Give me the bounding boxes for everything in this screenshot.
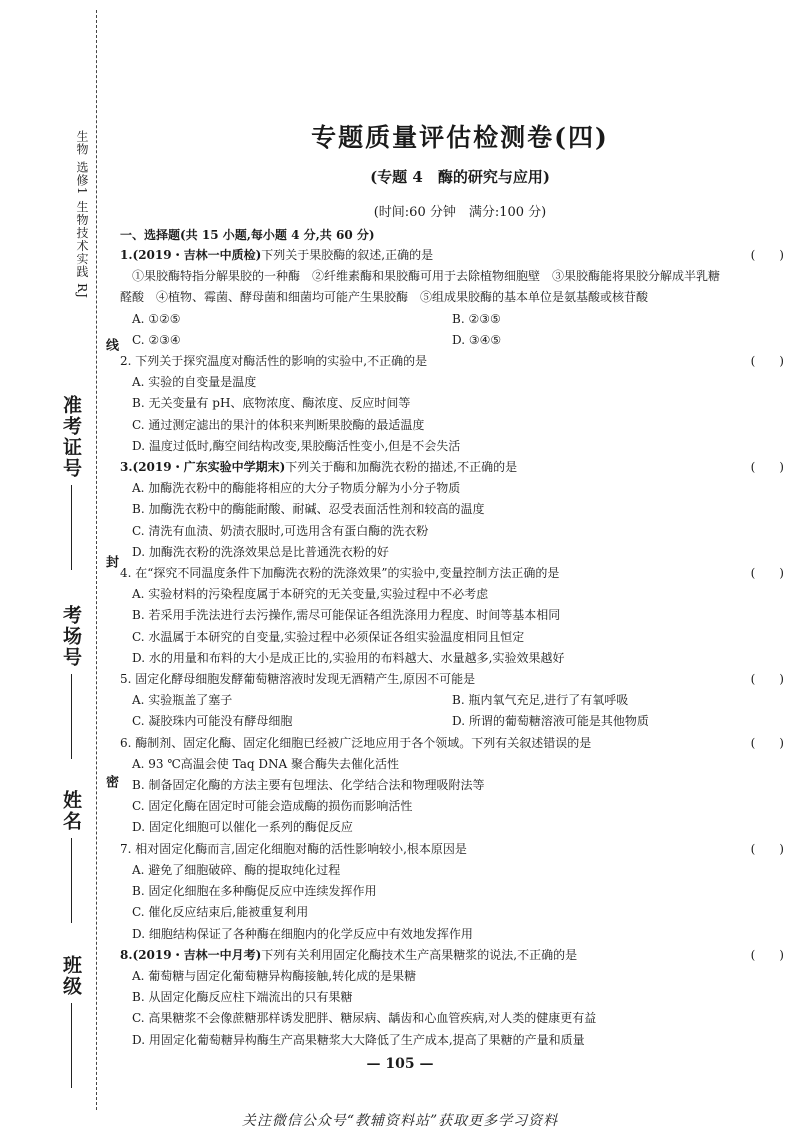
question-1 xyxy=(120,245,790,351)
option-d: D. 水的用量和布料的大小是成正比的,实验用的布料越大、水量越多,实验效果越好 xyxy=(132,650,565,665)
question-stem: 6. 酶制剂、固定化酶、固定化细胞已经被广泛地应用于各个领域。下列有关叙述错误的是 xyxy=(120,735,592,750)
option-b: B. 无关变量有 pH、底物浓度、酶浓度、反应时间等 xyxy=(132,396,411,411)
option-d: D. 温度过低时,酶空间结构改变,果胶酶活性变小,但是不会失活 xyxy=(132,438,461,453)
option-c: C. ②③④ xyxy=(132,332,181,347)
answer-bracket: ( ) xyxy=(750,672,784,687)
binding-line xyxy=(96,10,97,1110)
answer-bracket: ( ) xyxy=(750,354,784,369)
footer-note: 关注微信公众号“教辅资料站”获取更多学习资料 xyxy=(241,1113,559,1129)
question-source: 8.(2019・吉林一中月考) xyxy=(120,947,262,962)
answer-bracket: ( ) xyxy=(750,566,784,581)
question-5 xyxy=(120,669,790,733)
option-a: A. 93 ℃高温会使 Taq DNA 聚合酶失去催化活性 xyxy=(132,756,399,771)
option-d: D. ③④⑤ xyxy=(452,332,502,347)
underline xyxy=(71,1003,72,1088)
option-b: B. 若采用手洗法进行去污操作,需尽可能保证各组洗涤用力程度、时间等基本相同 xyxy=(132,608,561,623)
page-subtitle: (专题 4 酶的研究与应用) xyxy=(370,168,550,186)
question-stem: 4. 在“探究不同温度条件下加酶洗衣粉的洗涤效果”的实验中,变量控制方法正确的是 xyxy=(120,566,560,581)
answer-bracket: ( ) xyxy=(750,460,784,475)
option-d: D. 用固定化葡萄糖异构酶生产高果糖浆大大降低了生产成本,提高了果糖的产量和质量 xyxy=(132,1032,585,1047)
option-d: D. 固定化细胞可以催化一系列的酶促反应 xyxy=(132,820,353,835)
option-c: C. 催化反应结束后,能被重复利用 xyxy=(132,905,309,920)
question-stem: 7. 相对固定化酶而言,固定化细胞对酶的活性影响较小,根本原因是 xyxy=(120,841,467,856)
page-number: — 105 — xyxy=(366,1056,434,1072)
option-a: A. 实验瓶盖了塞子 xyxy=(132,693,233,708)
binding-mark-xian: 线 xyxy=(103,338,118,351)
class-field: 班级 xyxy=(58,955,85,1088)
option-a: A. 实验材料的污染程度属于本研究的无关变量,实验过程中不必考虑 xyxy=(132,587,489,602)
option-c: C. 凝胶珠内可能没有酵母细胞 xyxy=(132,714,293,729)
underline xyxy=(71,674,72,759)
answer-bracket: ( ) xyxy=(750,947,784,962)
exam-room-field: 考场号 xyxy=(58,605,85,759)
underline xyxy=(71,485,72,570)
option-a: A. 实验的自变量是温度 xyxy=(132,375,257,390)
name-field: 姓名 xyxy=(58,790,85,923)
question-source: 1.(2019・吉林一中质检) xyxy=(120,248,262,262)
option-a: A. 避免了细胞破碎、酶的提取纯化过程 xyxy=(132,862,341,877)
option-a: A. 加酶洗衣粉中的酶能将相应的大分子物质分解为小分子物质 xyxy=(132,481,461,496)
option-c: C. 清洗有血渍、奶渍衣服时,可选用含有蛋白酶的洗衣粉 xyxy=(132,523,429,538)
option-c: C. 高果糖浆不会像蔗糖那样诱发肥胖、糖尿病、龋齿和心血管疾病,对人类的健康更有益 xyxy=(132,1011,597,1026)
question-6 xyxy=(120,733,790,839)
option-b: B. 固定化细胞在多种酶促反应中连续发挥作用 xyxy=(132,884,377,899)
exam-time-score: (时间:60 分钟 满分:100 分) xyxy=(373,205,547,220)
option-b: B. 制备固定化酶的方法主要有包埋法、化学结合法和物理吸附法等 xyxy=(132,778,485,793)
exam-paper xyxy=(120,118,790,1051)
question-source: 3.(2019・广东实验中学期末) xyxy=(120,460,286,475)
option-d: D. 细胞结构保证了各种酶在细胞内的化学反应中有效地发挥作用 xyxy=(132,926,473,941)
question-stem: 下列有关利用固定化酶技术生产高果糖浆的说法,不正确的是 xyxy=(261,947,578,962)
question-stem: 5. 固定化酵母细胞发酵葡萄糖溶液时发现无酒精产生,原因不可能是 xyxy=(120,672,476,687)
option-b: B. 从固定化酶反应柱下端流出的只有果糖 xyxy=(132,990,353,1005)
admission-number-field: 准考证号 xyxy=(58,395,85,570)
binding-mark-mi: 密 xyxy=(103,775,118,788)
option-d: D. 加酶洗衣粉的洗涤效果总是比普通洗衣粉的好 xyxy=(132,544,389,559)
sidebar-subject: 生物 选修1 生物技术实践 RJ xyxy=(75,130,89,299)
option-b: B. 瓶内氧气充足,进行了有氧呼吸 xyxy=(452,693,629,708)
underline xyxy=(71,838,72,923)
binding-mark-feng: 封 xyxy=(103,555,118,568)
option-b: B. 加酶洗衣粉中的酶能耐酸、耐碱、忍受表面活性剂和较高的温度 xyxy=(132,502,485,517)
section-heading: 一、选择题(共 15 小题,每小题 4 分,共 60 分) xyxy=(120,228,375,242)
question-2 xyxy=(120,351,790,457)
question-stem: 下列关于果胶酶的叙述,正确的是 xyxy=(261,248,434,262)
question-8 xyxy=(120,945,790,1051)
answer-bracket: ( ) xyxy=(750,841,784,856)
option-a: A. 葡萄糖与固定化葡萄糖异构酶接触,转化成的是果糖 xyxy=(132,968,417,983)
answer-bracket: ( ) xyxy=(750,735,784,750)
statement-line: ①果胶酶特指分解果胶的一种酶 ②纤维素酶和果胶酶可用于去除植物细胞壁 ③果胶酶能将果胶分解成半乳糖 xyxy=(132,269,721,284)
option-d: D. 所谓的葡萄糖溶液可能是其他物质 xyxy=(452,714,649,729)
page-title: 专题质量评估检测卷(四) xyxy=(311,123,609,152)
option-b: B. ②③⑤ xyxy=(452,311,501,326)
statement-line: 醛酸 ④植物、霉菌、酵母菌和细菌均可能产生果胶酶 ⑤组成果胶酶的基本单位是氨基酸或核苷酸 xyxy=(120,290,649,305)
question-4 xyxy=(120,563,790,669)
option-a: A. ①②⑤ xyxy=(132,311,181,326)
answer-bracket: ( ) xyxy=(750,248,784,262)
option-c: C. 固定化酶在固定时可能会造成酶的损伤而影响活性 xyxy=(132,799,413,814)
question-stem: 下列关于酶和加酶洗衣粉的描述,不正确的是 xyxy=(285,460,518,475)
question-7 xyxy=(120,839,790,945)
question-stem: 2. 下列关于探究温度对酶活性的影响的实验中,不正确的是 xyxy=(120,354,428,369)
option-c: C. 水温属于本研究的自变量,实验过程中必须保证各组实验温度相同且恒定 xyxy=(132,629,525,644)
option-c: C. 通过测定滤出的果汁的体积来判断果胶酶的最适温度 xyxy=(132,417,425,432)
question-3 xyxy=(120,457,790,563)
